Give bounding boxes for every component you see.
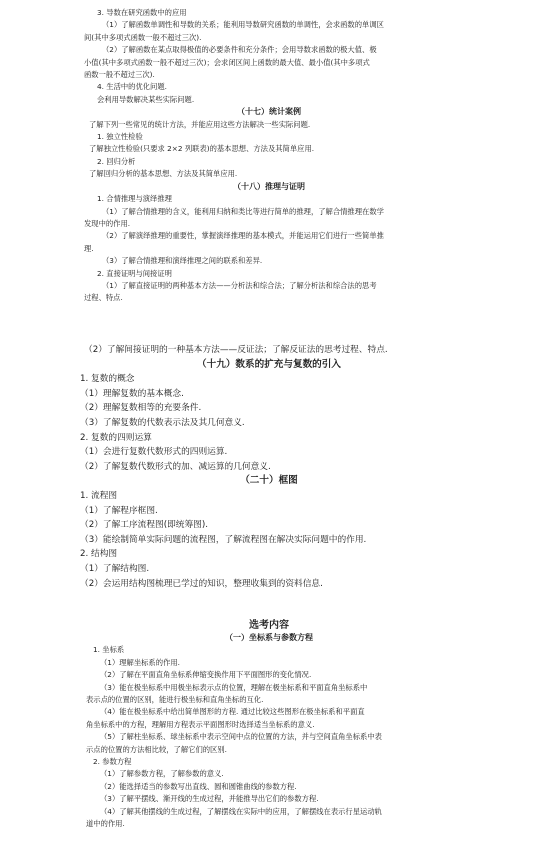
- text-line: 角坐标系中的方程，理解用方程表示平面图形时选择适当坐标系的意义.: [86, 719, 315, 729]
- text-line: 1. 坐标系: [93, 645, 125, 655]
- text-line: 2. 直接证明与间接证明: [97, 268, 172, 278]
- text-line: 过程、特点.: [84, 293, 123, 303]
- text-line: （1）会进行复数代数形式的四则运算.: [80, 447, 228, 458]
- text-line: 函数一般不超过三次).: [84, 70, 155, 80]
- text-line: 间(其中多项式函数一般不超过三次).: [84, 32, 202, 42]
- text-line: （1）了解合情推理的含义，能利用归纳和类比等进行简单的推理，了解合情推理在数学: [102, 206, 384, 216]
- text-line: （2）了解函数在某点取得极值的必要条件和充分条件；会用导数求函数的极大值、极: [102, 45, 377, 55]
- text-line: （1）理解坐标系的作用.: [100, 657, 180, 667]
- section-heading: （二十）框图: [240, 475, 298, 487]
- text-line: 1. 流程图: [80, 490, 118, 501]
- text-line: 了解独立性检验(只要求 2×2 列联表)的基本思想、方法及其简单应用.: [89, 144, 315, 154]
- text-line: 示点的位置的方法相比较，了解它们的区别.: [86, 744, 227, 754]
- text-line: （1）了解结构图.: [80, 563, 150, 574]
- text-line: （1）了解参数方程，了解参数的意义.: [100, 769, 224, 779]
- text-line: 1. 独立性检验: [97, 132, 143, 142]
- text-line: （4）能在极坐标系中给出简单图形的方程. 通过比较这些图形在极坐标系和平面直: [100, 707, 365, 717]
- text-line: （2）了解间接证明的一种基本方法——反证法；了解反证法的思考过程、特点.: [84, 345, 388, 355]
- text-line: 了解下列一些常见的统计方法，并能应用这些方法解决一些实际问题.: [89, 119, 311, 129]
- section-heading: （一）坐标系与参数方程: [225, 633, 313, 642]
- section-heading: （十七）统计案例: [237, 107, 301, 117]
- elective-title: [0, 619, 538, 633]
- text-line: （1）了解直接证明的两种基本方法——分析法和综合法；了解分析法和综合法的思考: [102, 280, 377, 290]
- text-line: （2）了解演绎推理的重要性，掌握演绎推理的基本模式，并能运用它们进行一些简单推: [102, 231, 384, 241]
- text-line: 2. 回归分析: [97, 156, 136, 166]
- text-line: （4）了解其他摆线的生成过程，了解摆线在实际中的应用，了解摆线在表示行星运动轨: [100, 806, 382, 816]
- text-line: （1）理解复数的基本概念.: [80, 388, 184, 399]
- section-middle: [0, 343, 538, 591]
- elective-heading: 选考内容: [249, 620, 289, 631]
- text-line: （3）能绘制简单实际问题的流程图，了解流程图在解决实际问题中的作用.: [80, 534, 367, 545]
- section-heading: （十八）推理与证明: [233, 181, 305, 191]
- section-bottom: [0, 632, 538, 831]
- text-line: 1. 合情推理与演绎推理: [97, 194, 172, 204]
- text-line: 2. 结构图: [80, 549, 118, 560]
- text-line: 2. 复数的四则运算: [80, 432, 152, 443]
- text-line: （1）了解程序框图.: [80, 505, 158, 516]
- text-line: 2. 参数方程: [93, 757, 132, 767]
- text-line: （5）了解柱坐标系、球坐标系中表示空间中点的位置的方法，并与空间直角坐标系中表: [100, 732, 382, 742]
- text-line: （2）能选择适当的参数写出直线、圆和圆锥曲线的参数方程.: [100, 781, 297, 791]
- text-line: （3）了解复数的代数表示法及其几何意义.: [80, 417, 245, 428]
- text-line: 表示点的位置的区别，能进行极坐标和直角坐标的互化.: [86, 695, 264, 705]
- text-line: （2）了解在平面直角坐标系伸缩变换作用下平面图形的变化情况.: [100, 670, 312, 680]
- text-line: 小值(其中多项式函数一般不超过三次)；会求闭区间上函数的最大值、最小值(其中多项式: [84, 57, 370, 67]
- text-line: （1）了解函数单调性和导数的关系；能利用导数研究函数的单调性，会求函数的单调区: [102, 20, 384, 30]
- text-line: 4. 生活中的优化问题.: [97, 82, 167, 92]
- text-line: （2）会运用结构图梳理已学过的知识，整理收集到的资料信息.: [80, 578, 323, 589]
- text-line: （3）能在极坐标系中用极坐标表示点的位置，理解在极坐标系和平面直角坐标系中: [100, 682, 368, 692]
- text-line: （2）了解工序流程图(即统筹图).: [80, 520, 209, 531]
- text-line: 理.: [84, 243, 94, 253]
- section-top: [0, 7, 538, 305]
- text-line: （3）了解平摆线、渐开线的生成过程，并能推导出它们的参数方程.: [100, 794, 319, 804]
- text-line: 3. 导数在研究函数中的应用: [97, 8, 187, 17]
- text-line: （2）理解复数相等的充要条件.: [80, 403, 202, 414]
- text-line: 了解回归分析的基本思想、方法及其简单应用.: [89, 169, 238, 179]
- text-line: 道中的作用.: [86, 819, 125, 829]
- text-line: 会利用导数解决某些实际问题.: [97, 94, 195, 104]
- text-line: （3）了解合情推理和演绎推理之间的联系和差异.: [102, 256, 263, 266]
- section-heading: （十九）数系的扩充与复数的引入: [197, 358, 341, 370]
- text-line: （2）了解复数代数形式的加、减运算的几何意义.: [80, 461, 271, 472]
- text-line: 发现中的作用.: [84, 218, 131, 228]
- text-line: 1. 复数的概念: [80, 374, 135, 385]
